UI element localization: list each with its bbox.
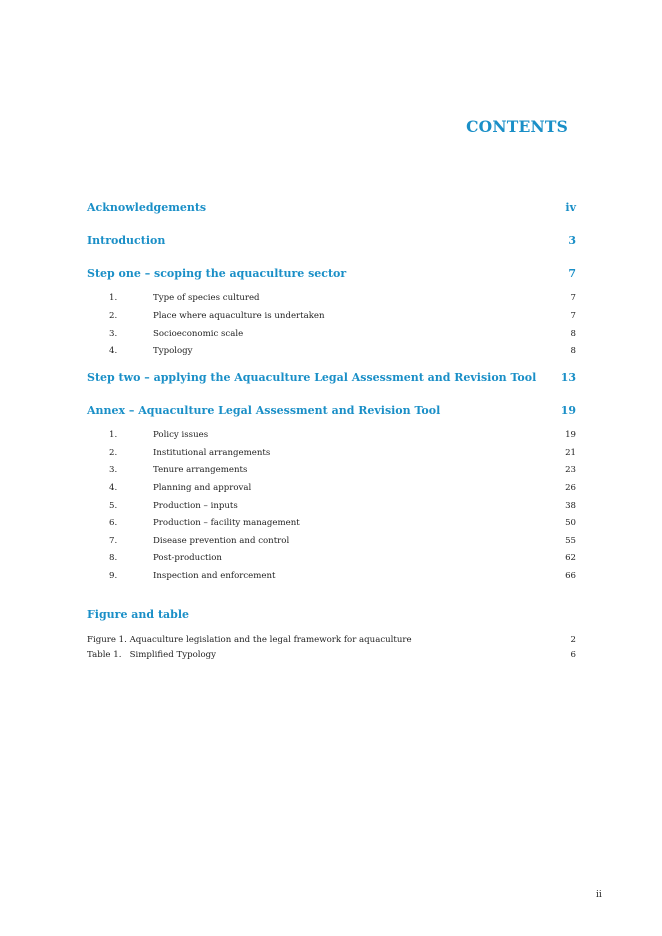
- toc-subentry[interactable]: [87, 483, 576, 499]
- toc-entry-label: Annex – Aquaculture Legal Assessment and Revision Tool: [87, 404, 441, 417]
- toc-subentry-number: 5.: [109, 501, 118, 511]
- toc-subentry-page: 26: [565, 483, 576, 493]
- toc-entry-annex[interactable]: [87, 404, 576, 420]
- toc-subentry-number: 2.: [109, 448, 118, 458]
- toc-subentry[interactable]: [87, 571, 576, 587]
- toc-entry-introduction[interactable]: [87, 234, 576, 250]
- toc-subentry-page: 7: [570, 311, 576, 321]
- toc-subentry-label: Planning and approval: [153, 483, 252, 493]
- toc-subentry-number: 4.: [109, 346, 118, 356]
- toc-subentry-number: 1.: [109, 293, 118, 303]
- toc-subentry[interactable]: [87, 518, 576, 534]
- toc-subentry-page: 38: [565, 501, 576, 511]
- toc-subentry-number: 2.: [109, 311, 118, 321]
- toc-subentry-page: 50: [565, 518, 576, 528]
- toc-entry-page: 3: [568, 234, 576, 247]
- page-number: ii: [596, 890, 602, 900]
- toc-subentry-page: 8: [570, 346, 576, 356]
- toc-subentry-page: 55: [565, 536, 576, 546]
- toc-subentry-label: Post-production: [153, 553, 222, 563]
- toc-subentry-number: 8.: [109, 553, 118, 563]
- toc-figure-entry[interactable]: [87, 635, 576, 651]
- toc-figure-page: 2: [570, 635, 576, 645]
- toc-subentry[interactable]: [87, 501, 576, 517]
- toc-entry-acknowledgements[interactable]: [87, 201, 576, 217]
- toc-subentry-label: Socioeconomic scale: [153, 329, 244, 339]
- toc-subentry[interactable]: [87, 430, 576, 446]
- toc-subentry[interactable]: [87, 293, 576, 309]
- toc-entry-page: iv: [565, 201, 576, 214]
- toc-subentry-number: 1.: [109, 430, 118, 440]
- toc-entry-step-two[interactable]: [87, 371, 576, 387]
- toc-subentry-label: Production – inputs: [153, 501, 238, 511]
- toc-subentry[interactable]: [87, 465, 576, 481]
- toc-subentry-label: Inspection and enforcement: [153, 571, 276, 581]
- toc-subentry-page: 66: [565, 571, 576, 581]
- toc-subentry-page: 23: [565, 465, 576, 475]
- toc-table-entry[interactable]: [87, 650, 576, 666]
- toc-subentry-page: 19: [565, 430, 576, 440]
- toc-subentry-label: Tenure arrangements: [153, 465, 248, 475]
- toc-entry-page: 7: [568, 267, 576, 280]
- toc-entry-label: Step two – applying the Aquaculture Legal Assessment and Revision Tool: [87, 371, 537, 384]
- toc-entry-label: Introduction: [87, 234, 166, 247]
- toc-subentry[interactable]: [87, 536, 576, 552]
- toc-entry-label: Acknowledgements: [87, 201, 207, 214]
- toc-subentry-number: 9.: [109, 571, 118, 581]
- toc-subentry-number: 3.: [109, 329, 118, 339]
- toc-subentry-label: Production – facility management: [153, 518, 300, 528]
- toc-subentry-label: Policy issues: [153, 430, 209, 440]
- toc-figure-label: Figure 1. Aquaculture legislation and the legal framework for aquaculture: [87, 635, 412, 645]
- toc-table-label: Table 1. Simplified Typology: [87, 650, 217, 660]
- toc-subentry-number: 6.: [109, 518, 118, 528]
- toc-subentry-label: Place where aquaculture is undertaken: [153, 311, 325, 321]
- toc-entry-label: Step one – scoping the aquaculture sector: [87, 267, 347, 280]
- toc-subentry-label: Institutional arrangements: [153, 448, 271, 458]
- toc-subentry-label: Typology: [153, 346, 193, 356]
- toc-subentry-page: 62: [565, 553, 576, 563]
- toc-entry-page: 13: [560, 371, 576, 384]
- toc-entry-page: 19: [560, 404, 576, 417]
- toc-subentry[interactable]: [87, 329, 576, 345]
- toc-subentry-number: 4.: [109, 483, 118, 493]
- toc-subentry[interactable]: [87, 346, 576, 362]
- page-title: CONTENTS: [466, 117, 568, 136]
- toc-subentry-number: 3.: [109, 465, 118, 475]
- toc-subentry[interactable]: [87, 311, 576, 327]
- toc-subentry[interactable]: [87, 553, 576, 569]
- toc-subentry-number: 7.: [109, 536, 118, 546]
- toc-subentry-page: 8: [570, 329, 576, 339]
- figure-table-heading: Figure and table: [87, 608, 190, 621]
- toc-subentry[interactable]: [87, 448, 576, 464]
- toc-table-page: 6: [570, 650, 576, 660]
- toc-subentry-label: Type of species cultured: [153, 293, 260, 303]
- toc-entry-step-one[interactable]: [87, 267, 576, 283]
- toc-subentry-page: 21: [565, 448, 576, 458]
- toc-subentry-page: 7: [570, 293, 576, 303]
- toc-subentry-label: Disease prevention and control: [153, 536, 290, 546]
